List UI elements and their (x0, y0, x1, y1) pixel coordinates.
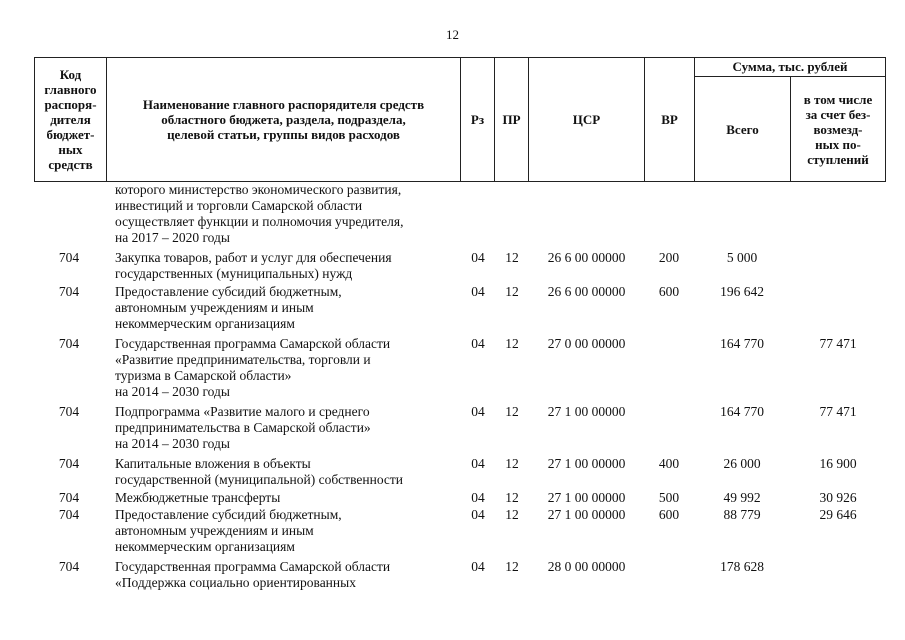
cell-csr: 27 1 00 00000 (547, 456, 626, 471)
cell-code: 704 (58, 456, 80, 471)
cell-vr: 200 (658, 250, 680, 265)
cell-pr: 12 (505, 336, 519, 351)
cell-vr: 600 (658, 284, 680, 299)
cell-total: 164 770 (720, 404, 764, 419)
cell-name: Предоставление субсидий бюджетным, автономным учреждениям и иным некоммерческим организациям (115, 507, 342, 554)
cell-pr: 12 (505, 456, 519, 471)
header-free: в том числе за счет без- возмезд- ных по- ступлений (803, 91, 873, 167)
cell-name: Межбюджетные трансферты (115, 490, 281, 505)
cell-rz: 04 (471, 336, 485, 351)
cell-name: Государственная программа Самарской области «Поддержка социально ориентированных (115, 559, 391, 590)
cell-rz: 04 (471, 284, 485, 299)
cell-total: 196 642 (720, 284, 764, 299)
header-code: Код главного распоря- дителя бюджет- ных средств (44, 66, 97, 172)
table-row (0, 456, 905, 490)
cell-rz: 04 (471, 507, 485, 522)
cell-vr: 600 (658, 507, 680, 522)
cell-rz: 04 (471, 559, 485, 574)
cell-pr: 12 (505, 250, 519, 265)
header-pr: ПР (502, 111, 521, 127)
cell-name: Капитальные вложения в объекты государственной (муниципальной) собственности (115, 456, 404, 487)
cell-pr: 12 (505, 284, 519, 299)
cell-total: 178 628 (720, 559, 764, 574)
cell-pr: 12 (505, 490, 519, 505)
cell-total: 26 000 (723, 456, 761, 471)
cell-vr: 500 (658, 490, 680, 505)
cell-csr: 28 0 00 00000 (547, 559, 626, 574)
header-divider (885, 57, 886, 182)
cell-free: 30 926 (819, 490, 857, 505)
cell-csr: 27 1 00 00000 (547, 404, 626, 419)
cell-rz: 04 (471, 490, 485, 505)
cell-total: 88 779 (723, 507, 761, 522)
cell-csr: 27 1 00 00000 (547, 490, 626, 505)
cell-name: Подпрограмма «Развитие малого и среднего предпринимательства в Самарской области» на 2014 – 2030 годы (115, 404, 371, 451)
table-header (34, 57, 886, 182)
table-row (0, 559, 905, 593)
header-csr: ЦСР (572, 111, 601, 127)
cell-name: которого министерство экономического развития, инвестиций и торговли Самарской области осуществляет функции и полномочия учредителя, на 2017 – 2020 годы (115, 182, 404, 245)
table-row (0, 404, 905, 456)
cell-code: 704 (58, 507, 80, 522)
table-row (0, 182, 905, 250)
cell-total: 49 992 (723, 490, 761, 505)
cell-csr: 27 0 00 00000 (547, 336, 626, 351)
cell-name: Предоставление субсидий бюджетным, автономным учреждениям и иным некоммерческим организациям (115, 284, 342, 331)
cell-code: 704 (58, 559, 80, 574)
cell-total: 5 000 (726, 250, 758, 265)
cell-rz: 04 (471, 250, 485, 265)
table-row (0, 507, 905, 559)
table-row (0, 250, 905, 284)
cell-vr: 400 (658, 456, 680, 471)
cell-name: Государственная программа Самарской области «Развитие предпринимательства, торговли и туризма в Самарской области» на 2014 – 2030 годы (115, 336, 391, 399)
header-name: Наименование главного распорядителя средств областного бюджета, раздела, подраздела, целевой статьи, группы видов расходов (142, 96, 425, 142)
table-row (0, 284, 905, 336)
cell-csr: 26 6 00 00000 (547, 250, 626, 265)
cell-csr: 26 6 00 00000 (547, 284, 626, 299)
cell-free: 16 900 (819, 456, 857, 471)
table-body (0, 182, 905, 593)
cell-code: 704 (58, 284, 80, 299)
header-sum: Сумма, тыс. рублей (732, 59, 848, 74)
page-number: 12 (446, 27, 459, 42)
cell-free: 77 471 (819, 404, 857, 419)
table-row (0, 490, 905, 507)
cell-free: 77 471 (819, 336, 857, 351)
cell-code: 704 (58, 404, 80, 419)
cell-pr: 12 (505, 404, 519, 419)
cell-pr: 12 (505, 507, 519, 522)
cell-rz: 04 (471, 456, 485, 471)
cell-name: Закупка товаров, работ и услуг для обеспечения государственных (муниципальных) нужд (115, 250, 392, 281)
header-total: Всего (726, 121, 759, 137)
header-vr: ВР (661, 111, 678, 127)
cell-free: 29 646 (819, 507, 857, 522)
cell-code: 704 (58, 490, 80, 505)
header-rz: Рз (470, 111, 485, 127)
cell-rz: 04 (471, 404, 485, 419)
table-row (0, 336, 905, 404)
cell-total: 164 770 (720, 336, 764, 351)
cell-code: 704 (58, 250, 80, 265)
cell-code: 704 (58, 336, 80, 351)
cell-pr: 12 (505, 559, 519, 574)
cell-csr: 27 1 00 00000 (547, 507, 626, 522)
